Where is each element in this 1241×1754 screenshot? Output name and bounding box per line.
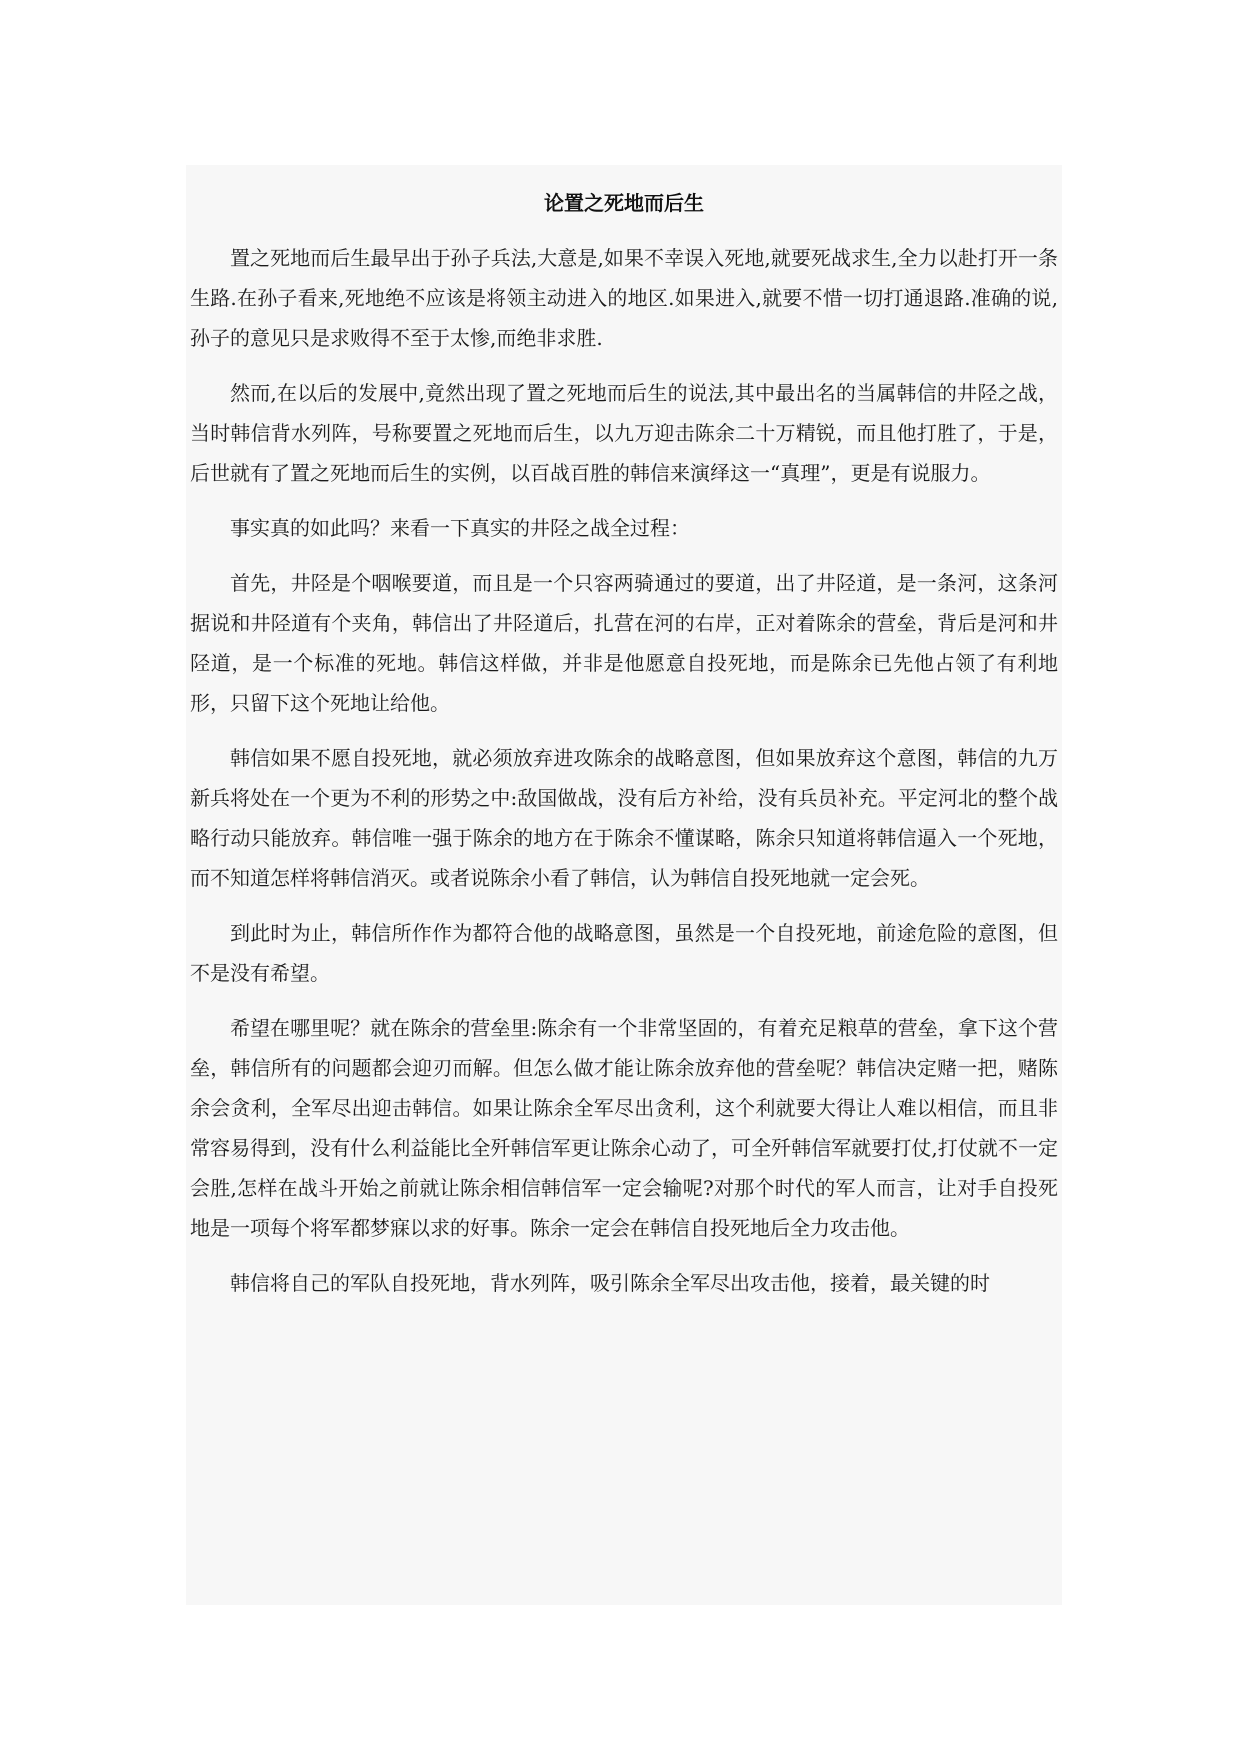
text-body xyxy=(186,165,1062,1605)
paragraph-5: 韩信如果不愿自投死地，就必须放弃进攻陈余的战略意图，但如果放弃这个意图，韩信的九万新兵将处在一个更为不利的形势之中:敌国做战，没有后方补给，没有兵员补充。平定河北的整个战略行动只能放弃。韩信唯一强于陈余的地方在于陈余不懂谋略，陈余只知道将韩信逼入一个死地，而不知道怎样将韩信消灭。或者说陈余小看了韩信，认为韩信自投死地就一定会死。 xyxy=(190,746,1058,890)
paragraph-2: 然而,在以后的发展中,竟然出现了置之死地而后生的说法,其中最出名的当属韩信的井陉之战，当时韩信背水列阵，号称要置之死地而后生，以九万迎击陈余二十万精锐，而且他打胜了，于是，后世就有了置之死地而后生的实例，以百战百胜的韩信来演绎这一“真理”，更是有说服力。 xyxy=(190,381,1058,485)
paragraph-1: 置之死地而后生最早出于孙子兵法,大意是,如果不幸误入死地,就要死战求生,全力以赴打开一条生路.在孙子看来,死地绝不应该是将领主动进入的地区.如果进入,就要不惜一切打通退路.准确的说,孙子的意见只是求败得不至于太惨,而绝非求胜. xyxy=(190,246,1058,350)
document-title: 论置之死地而后生 xyxy=(544,191,704,215)
paragraph-4: 首先，井陉是个咽喉要道，而且是一个只容两骑通过的要道，出了井陉道，是一条河，这条河据说和井陉道有个夹角，韩信出了井陉道后，扎营在河的右岸，正对着陈余的营垒，背后是河和井陉道，是一个标准的死地。韩信这样做，并非是他愿意自投死地，而是陈余已先他占领了有利地形，只留下这个死地让给他。 xyxy=(190,571,1058,715)
paragraph-7: 希望在哪里呢？就在陈余的营垒里:陈余有一个非常坚固的，有着充足粮草的营垒，拿下这个营垒，韩信所有的问题都会迎刃而解。但怎么做才能让陈余放弃他的营垒呢？韩信决定赌一把，赌陈余会贪利，全军尽出迎击韩信。如果让陈余全军尽出贪利，这个利就要大得让人难以相信，而且非常容易得到，没有什么利益能比全歼韩信军更让陈余心动了，可全歼韩信军就要打仗,打仗就不一定会胜,怎样在战斗开始之前就让陈余相信韩信军一定会输呢?对那个时代的军人而言，让对手自投死地是一项每个将军都梦寐以求的好事。陈余一定会在韩信自投死地后全力攻击他。 xyxy=(190,1016,1058,1240)
paragraph-3: 事实真的如此吗？来看一下真实的井陉之战全过程： xyxy=(230,516,690,540)
paragraph-8: 韩信将自己的军队自投死地，背水列阵，吸引陈余全军尽出攻击他，接着，最关键的时 xyxy=(230,1271,990,1295)
paragraph-6: 到此时为止，韩信所作作为都符合他的战略意图，虽然是一个自投死地，前途危险的意图，但不是没有希望。 xyxy=(190,921,1058,985)
